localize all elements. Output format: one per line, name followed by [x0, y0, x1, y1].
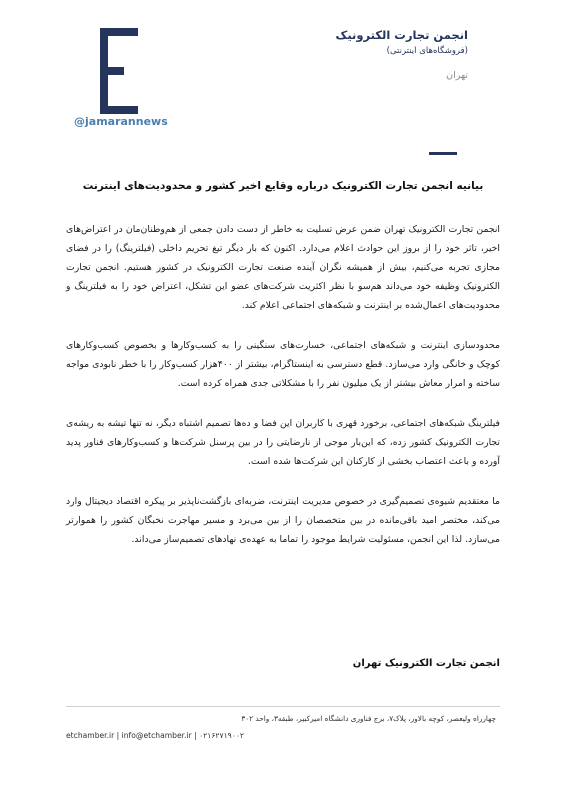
footer-address: چهارراه ولیعصر، کوچه بالاور، پلاک۷، برج فناوری دانشگاه امیرکبیر، طبقه۳، واحد ۳۰۲ [241, 714, 496, 723]
paragraph-1: انجمن تجارت الکترونیک تهران ضمن عرض تسلیت به خاطر از دست دادن جمعی از هم‌وطنان‌مان در اعتراض‌های اخیر، تاثر خود را از بروز این حوادث اعلام می‌دارد. اکنون که بار دیگر تیغ تحریم داخلی (فیلترینگ) را در فضای مجازی تجربه می‌کنیم، بیش از همیشه نگران آینده صنعت تجارت الکترونیک در کشور هستیم. انجمن تجارت الکترونیک وظیفه خود می‌داند هم‌سو با نظر اکثریت شرکت‌های عضو این تشکل، اعتراض خود را به فیلترینگ و محدودیت‌های اعمال‌شده بر اینترنت و شبکه‌های اجتماعی اعلام کند. [66, 224, 500, 311]
document-body [66, 220, 500, 570]
logo-mark [100, 28, 138, 114]
org-subtitle: (فروشگاه‌های اینترنتی) [386, 46, 468, 56]
org-brand [328, 28, 468, 81]
org-name: انجمن تجارت الکترونیک [335, 28, 468, 42]
footer-contact: etchamber.ir | info@etchamber.ir | ۰۲۱۶۲۷۱۹۰۰۲ [66, 731, 244, 740]
paragraph-3: فیلترینگ شبکه‌های اجتماعی، برخورد قهری با کاربران این فضا و ده‌ها تصمیم اشتباه دیگر، نه تنها تیشه به ریشه‌ی تجارت الکترونیک کشور زده، که این‌بار موجی از نارضایتی را در بین پرسنل شرکت‌ها و کسب‌وکارهای فناور پدید آورده و باعث اعتصاب بخشی از کارکنان این شرکت‌ها شده است. [66, 418, 500, 467]
org-city: تهران [446, 70, 468, 81]
paragraph-2: محدودسازی اینترنت و شبکه‌های اجتماعی، خسارت‌های سنگینی را به کسب‌وکارها و بخصوص کسب‌وکارهای کوچک و خانگی وارد می‌سازد. قطع دسترسی به اینستاگرام، بیشتر از ۴۰۰هزار کسب‌وکار را با خطر نابودی مواجه ساخته و امرار معاش بیشتر از یک میلیون نفر را با مشکلاتی جدی همراه کرده است. [66, 340, 500, 389]
signature: انجمن تجارت الکترونیک تهران [352, 658, 500, 669]
source-handle: @jamarannews [74, 115, 168, 128]
document-title: بیانیه انجمن تجارت الکترونیک درباره وقایع اخیر کشور و محدودیت‌های اینترنت [82, 180, 484, 192]
footer-divider [66, 706, 500, 707]
accent-line [429, 152, 457, 155]
paragraph-4: ما معتقدیم شیوه‌ی تصمیم‌گیری در خصوص مدیریت اینترنت، ضربه‌ای بازگشت‌ناپذیر بر پیکره اقتصاد دیجیتال وارد می‌کند، مختصر امید باقی‌مانده در بین متخصصان را از بین می‌برد و مسیر مهاجرت نخبگان کشور را هموارتر می‌سازد. لذا این انجمن، مسئولیت شرایط موجود را تماما به عهده‌ی نهادهای تصمیم‌ساز می‌داند. [66, 496, 500, 545]
